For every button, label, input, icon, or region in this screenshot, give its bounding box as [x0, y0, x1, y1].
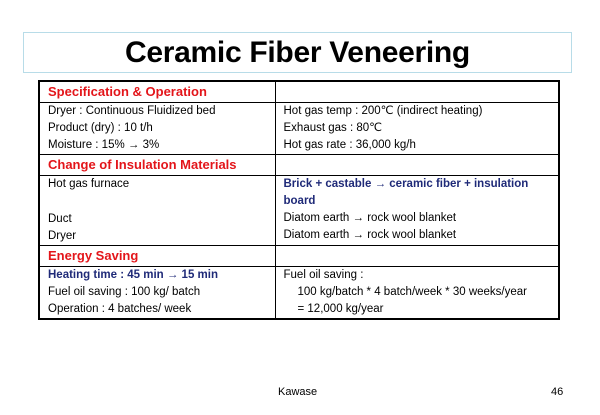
spec-product-text: Product (dry) : 10 t/h: [48, 122, 153, 134]
insulation-furnace-change-text: Brick + castable → ceramic fiber + insulation board: [283, 178, 529, 207]
spec-right-cell: [275, 103, 559, 155]
section-heading-specification: Specification & Operation: [39, 81, 275, 103]
spec-hot-gas-temp-text: Hot gas temp : 200℃ (indirect heating): [283, 105, 483, 117]
section-header-empty-cell: [275, 246, 559, 267]
section-header-empty-cell: [275, 81, 559, 103]
table-row: [39, 103, 559, 155]
section-header-row: [39, 81, 559, 103]
energy-operation-text: Operation : 4 batches/ week: [48, 303, 192, 315]
energy-calculation-text: 100 kg/batch * 4 batch/week * 30 weeks/year: [297, 286, 528, 298]
insulation-dryer-change-text: Diatom earth → rock wool blanket: [283, 229, 457, 241]
insulation-duct-change-text: Diatom earth → rock wool blanket: [283, 212, 457, 224]
section-header-row: [39, 155, 559, 176]
spec-hot-gas-rate-text: Hot gas rate : 36,000 kg/h: [283, 139, 416, 151]
section-header-row: [39, 246, 559, 267]
energy-right-cell: [275, 267, 559, 320]
spec-dryer-text: Dryer : Continuous Fluidized bed: [48, 105, 216, 117]
energy-left-cell: [39, 267, 275, 320]
table-row: [39, 267, 559, 320]
energy-fuel-saving-text: Fuel oil saving : 100 kg/ batch: [48, 286, 201, 298]
slide-title: Ceramic Fiber Veneering: [125, 35, 470, 69]
insulation-duct-text: Duct: [48, 213, 72, 225]
footer-author: Kawase: [278, 386, 318, 398]
section-heading-insulation: Change of Insulation Materials: [39, 155, 275, 176]
energy-total-text: = 12,000 kg/year: [297, 303, 384, 315]
page-number: 46: [551, 386, 564, 398]
spec-exhaust-gas-text: Exhaust gas : 80℃: [283, 122, 383, 134]
energy-heating-time-text: Heating time : 45 min → 15 min: [48, 269, 218, 281]
insulation-left-cell: [39, 176, 275, 246]
spec-left-cell: [39, 103, 275, 155]
line-spacer: [48, 193, 275, 211]
section-header-empty-cell: [275, 155, 559, 176]
section-heading-energy: Energy Saving: [39, 246, 275, 267]
table-row: [39, 176, 559, 246]
energy-fuel-saving-label: Fuel oil saving :: [283, 269, 364, 281]
spec-table: [38, 80, 560, 320]
spec-moisture-text: Moisture : 15% → 3%: [48, 139, 160, 151]
slide-title-box: [23, 32, 572, 73]
insulation-dryer-text: Dryer: [48, 230, 77, 242]
insulation-right-cell: [275, 176, 559, 246]
insulation-furnace-text: Hot gas furnace: [48, 178, 130, 190]
